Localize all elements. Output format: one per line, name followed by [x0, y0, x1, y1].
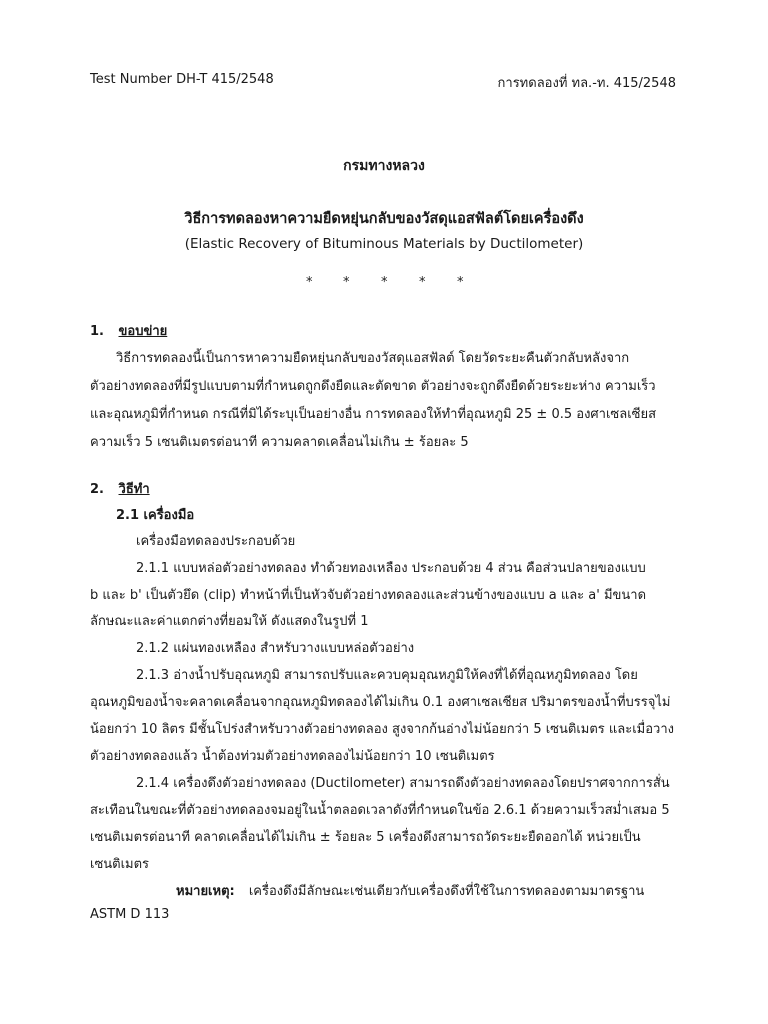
- item-2-1-1-line: b และ b' เป็นตัวยึด (clip) ทำหน้าที่เป็นหัวจับตัวอย่างทดลองและส่วนข้างของแบบ a และ a' มีขนาด: [90, 588, 647, 603]
- separator-star: *: [306, 275, 313, 290]
- separator-star: *: [457, 275, 464, 290]
- item-2-1-4-line: เซนติเมตรต่อนาที คลาดเคลื่อนได้ไม่เกิน ± ร้อยละ 5 เครื่องดึงสามารถวัดระยะยืดออกได้ หน่วยเป็น: [90, 830, 641, 845]
- paragraph-line: ความเร็ว 5 เซนติเมตรต่อนาที ความคลาดเคลื่อนไม่เกิน ± ร้อยละ 5: [90, 435, 469, 450]
- item-2-1-4-line: เซนติเมตร: [90, 857, 150, 872]
- item-2-1-2: 2.1.2 แผ่นทองเหลือง สำหรับวางแบบหล่อตัวอย่าง: [136, 641, 415, 656]
- note-text: เครื่องดึงมีลักษณะเช่นเดียวกับเครื่องดึงที่ใช้ในการทดลองตามมาตรฐาน: [248, 884, 645, 899]
- separator-star: *: [343, 275, 350, 290]
- item-2-1-4-line: สะเทือนในขณะที่ตัวอย่างทดลองจมอยู่ในน้ำตลอดเวลาดังที่กำหนดในข้อ 2.6.1 ด้วยความเร็วสม่ำเสมอ 5: [90, 803, 670, 818]
- subsection-2-1-heading: 2.1 เครื่องมือ: [116, 508, 195, 523]
- item-2-1-1-line: ลักษณะและค่าแตกต่างที่ยอมให้ ดังแสดงในรูปที่ 1: [90, 614, 369, 629]
- item-2-1-3-line: น้อยกว่า 10 ลิตร มีชั้นโปร่งสำหรับวางตัวอย่างทดลอง สูงจากก้นอ่างไม่น้อยกว่า 5 เซนติเมตร และเมื่อวาง: [90, 722, 674, 737]
- item-2-1-1-line: 2.1.1 แบบหล่อตัวอย่างทดลอง ทำด้วยทองเหลือง ประกอบด้วย 4 ส่วน คือส่วนปลายของแบบ: [136, 561, 646, 576]
- document-title-thai: วิธีการทดลองหาความยืดหยุ่นกลับของวัสดุแอสฟัลต์โดยเครื่องดึง: [184, 211, 584, 227]
- separator-star: *: [419, 275, 426, 290]
- section-title: วิธีทำ: [118, 482, 150, 497]
- paragraph-line: และอุณหภูมิที่กำหนด กรณีที่มิได้ระบุเป็นอย่างอื่น การทดลองให้ทำที่อุณหภูมิ 25 ± 0.5 องศาเซลเซียส: [90, 407, 657, 422]
- note-label: หมายเหตุ:: [176, 884, 235, 899]
- section-title: ขอบข่าย: [118, 324, 168, 339]
- test-number-th: การทดลองที่ ทล.-ท. 415/2548: [497, 76, 676, 91]
- test-number-en: Test Number DH-T 415/2548: [90, 72, 274, 87]
- document-title-english: (Elastic Recovery of Bituminous Materials by Ductilometer): [184, 236, 584, 252]
- item-2-1-3-line: 2.1.3 อ่างน้ำปรับอุณหภูมิ สามารถปรับและควบคุมอุณหภูมิให้คงที่ได้ที่อุณหภูมิทดลอง โดย: [136, 668, 638, 683]
- item-2-1-3-line: อุณหภูมิของน้ำจะคลาดเคลื่อนจากอุณหภูมิทดลองได้ไม่เกิน 0.1 องศาเซลเซียส ปริมาตรของน้ำที่บรรจุไม่: [90, 695, 671, 710]
- separator-star: *: [381, 275, 388, 290]
- paragraph-line: วิธีการทดลองนี้เป็นการหาความยืดหยุ่นกลับของวัสดุแอสฟัลต์ โดยวัดระยะคืนตัวกลับหลังจาก: [116, 351, 630, 366]
- section-2-heading: [90, 478, 150, 499]
- note-line: [176, 880, 644, 901]
- section-number: 2.: [90, 482, 104, 497]
- item-2-1-3-line: ตัวอย่างทดลองแล้ว น้ำต้องท่วมตัวอย่างทดลองไม่น้อยกว่า 10 เซนติเมตร: [90, 749, 495, 764]
- section-number: 1.: [90, 324, 104, 339]
- note-continuation: ASTM D 113: [90, 907, 170, 922]
- equipment-intro: เครื่องมือทดลองประกอบด้วย: [136, 534, 296, 549]
- section-1-heading: [90, 320, 167, 341]
- item-2-1-4-line: 2.1.4 เครื่องดึงตัวอย่างทดลอง (Ductilometer) สามารถดึงตัวอย่างทดลองโดยปราศจากการสั่น: [136, 776, 670, 791]
- department-name: กรมทางหลวง: [343, 158, 425, 174]
- paragraph-line: ตัวอย่างทดลองที่มีรูปแบบตามที่กำหนดถูกดึงยืดและตัดขาด ตัวอย่างจะถูกดึงยืดด้วยระยะห่าง ความเร็ว: [90, 379, 656, 394]
